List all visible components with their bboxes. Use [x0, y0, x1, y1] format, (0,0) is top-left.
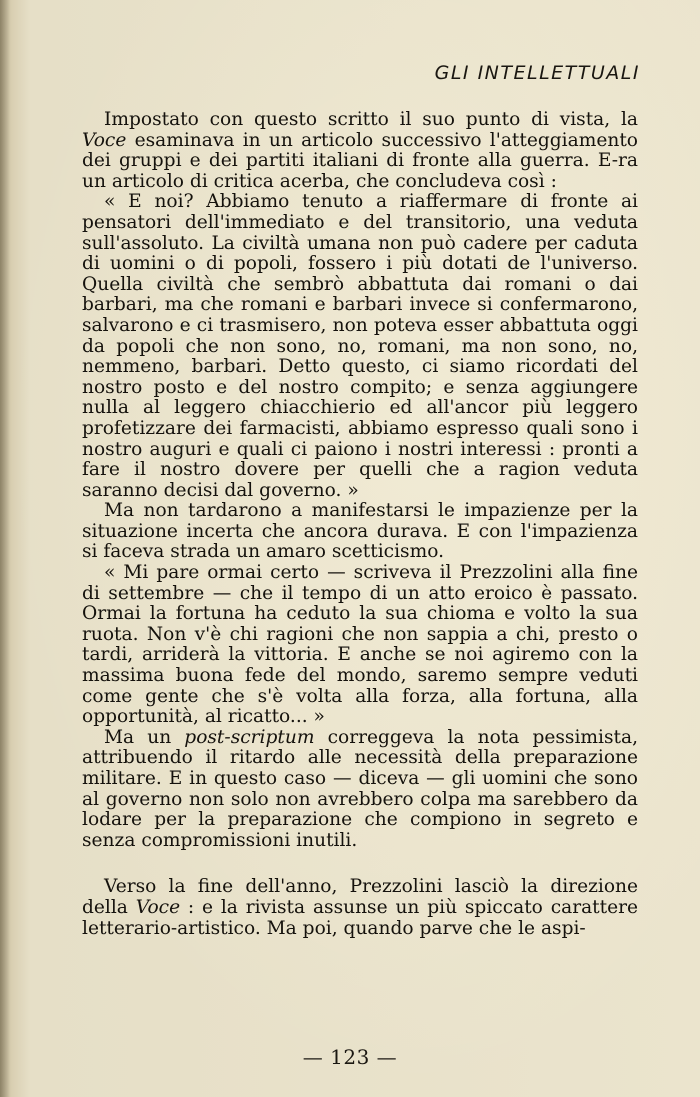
journal-title: Voce [82, 129, 127, 151]
paragraph-text: : e la rivista assunse un più spiccato carattere letterario-artistico. Ma poi, quando parve che le aspi- [82, 896, 639, 939]
binding-shadow [0, 0, 10, 1097]
quotation-paragraph: « Mi pare ormai certo — scriveva il Prezzolini alla fine di settembre — che il tempo di un atto eroico è passato. Ormai la fortuna ha ceduto la sua chioma e volto la sua ruota. Non v'è chi ragioni che non sappia a chi, presto o tardi, arriderà la vittoria. E anche se noi agiremo con la massima buona fede del mondo, saremo sempre veduti come gente che s'è volta alla forza, alla fortuna, alla opportunità, al ricatto... » [82, 562, 638, 728]
journal-title: Voce [135, 896, 181, 918]
paragraph-text: correggeva la nota pessimista, attribuendo il ritardo alle necessità della preparazione militare. E in questo caso — diceva — gli uomini che sono al governo non solo non avrebbero colpa ma sarebbero da lodare per la preparazione che compiono in segreto e senza compromissioni inutili. [82, 726, 638, 851]
italic-term: post-scriptum [184, 726, 315, 748]
body-text [82, 110, 638, 939]
running-head: GLI INTELLETTUALI [434, 62, 640, 84]
paragraph [82, 728, 638, 852]
paragraph-text: Impostato con questo scritto il suo punto di vista, la [104, 109, 638, 130]
paragraph-text: esaminava in un articolo successivo l'atteggiamento dei gruppi e dei partiti italiani di fronte alla guerra. E-ra un articolo di critica acerba, che concludeva così : [82, 129, 638, 192]
paragraph-text: Ma un [104, 726, 185, 748]
paragraph-text: Verso la fine dell'anno, Prezzolini lasciò la direzione della [82, 876, 638, 918]
paragraph: Ma non tardarono a manifestarsi le impazienze per la situazione incerta che ancora durava. E con l'impazienza si faceva strada un amaro scetticismo. [82, 500, 638, 563]
paragraph [82, 877, 638, 939]
quotation-paragraph: « E noi? Abbiamo tenuto a riaffermare di fronte ai pensatori dell'immediato e del transitorio, una veduta sull'assoluto. La civiltà umana non può cadere per caduta di uomini o di popoli, fossero i più dotati de l'universo. Quella civiltà che sembrò abbattuta dai romani o dai barbari, ma che romani e barbari invece si confermarono, salvarono e ci trasmisero, non poteva esser abbattuta oggi da popoli che non sono, no, romani, ma non sono, no, nemmeno, barbari. Detto questo, ci siamo ricordati del nostro posto e del nostro compito; e senza aggiungere nulla al leggero chiacchierio ed all'ancor più leggero profetizzare dei farmacisti, abbiamo espresso quali sono i nostro auguri e quali ci paiono i nostri interessi : pronti a fare il nostro dovere per quelli che a ragion veduta saranno decisi dal governo. » [82, 191, 638, 501]
paragraph [82, 110, 638, 192]
page-number: — 123 — [302, 1045, 398, 1069]
